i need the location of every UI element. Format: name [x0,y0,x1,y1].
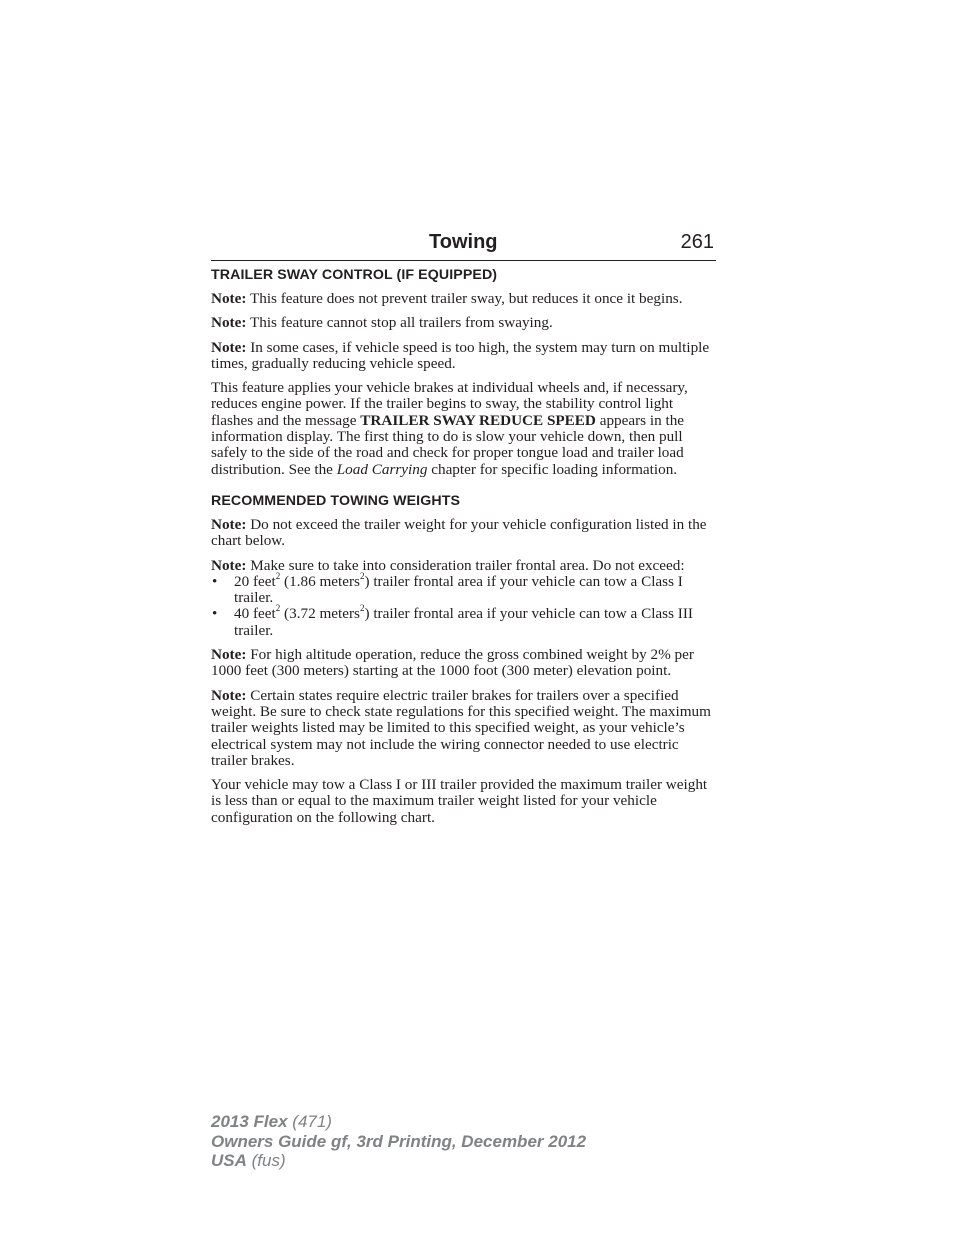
note-label: Note: [211,556,247,574]
display-message: TRAILER SWAY REDUCE SPEED [360,411,596,429]
note-text: This feature cannot stop all trailers from swaying. [246,314,553,332]
list-item: • 40 feet$^2$ (3.72 meters$^2$) trailer frontal area if your vehicle can tow a Class III trailer. [211,606,717,639]
note-paragraph [211,647,717,680]
list-item: • 20 feet$^2$ (1.86 meters$^2$) trailer frontal area if your vehicle can tow a Class I trailer. [211,574,717,607]
note-paragraph [211,558,717,574]
footer-region-line [211,1151,731,1171]
note-text: Make sure to take into consideration trailer frontal area. Do not exceed: [246,556,685,574]
note-label: Note: [211,515,247,533]
note-label: Note: [211,646,247,664]
footer-model-code: (471) [287,1112,332,1131]
body-paragraph [211,380,717,478]
section-heading-trailer-sway: TRAILER SWAY CONTROL (IF EQUIPPED) [211,267,498,283]
note-label: Note: [211,290,247,307]
note-text: This feature does not prevent trailer sway, but reduces it once it begins. [246,290,683,307]
note-paragraph [211,315,717,331]
closing-paragraph: Your vehicle may tow a Class I or III trailer provided the maximum trailer weight is less than or equal to the maximum trailer weight listed for your vehicle configuration on the following chart. [211,776,708,826]
body-text: chapter for specific loading information. [427,460,678,478]
note-paragraph [211,688,717,769]
note-label: Note: [211,314,247,332]
note-label: Note: [211,686,247,704]
chapter-reference: Load Carrying [336,460,428,478]
note-paragraph [211,340,717,373]
footer-guide: Owners Guide gf, 3rd Printing, December 2012 [211,1131,587,1151]
body-text: This feature applies your vehicle brakes at individual wheels and, if necessary, reduces engine power. If the trailer begins to sway, the stability control light flashes and the message [211,379,688,429]
footer-region: USA [211,1151,247,1170]
footer-guide-line [211,1132,731,1152]
chapter-title: Towing [429,231,498,253]
note-text: In some cases, if vehicle speed is too high, the system may turn on multiple times, gradually reducing vehicle speed. [211,338,710,372]
note-paragraph [211,291,717,307]
section-heading-towing-weights: RECOMMENDED TOWING WEIGHTS [211,492,461,509]
page-header [211,228,716,261]
document-footer [211,1112,731,1171]
note-paragraph [211,517,717,550]
body-text: appears in the information display. The first thing to do is slow your vehicle down, then pull safely to the side of the road and check for proper tongue load and trailer load distribution. See the [211,411,685,478]
note-text: Do not exceed the trailer weight for your vehicle configuration listed in the chart below. [211,515,707,550]
footer-model: 2013 Flex [211,1112,288,1131]
page-content [211,266,717,834]
footer-model-line [211,1112,731,1132]
note-text: Certain states require electric trailer brakes for trailers over a specified weight. Be sure to check state regulations for this specified weight. The maximum trailer weights listed may be limited to this specified weight, as your vehicle’s electrical system may not include the wiring connector needed to use electric trailer brakes. [211,686,711,769]
note-text: For high altitude operation, reduce the gross combined weight by 2% per 1000 feet (300 meters) starting at the 1000 foot (300 meter) elevation point. [211,646,694,680]
note-label: Note: [211,338,247,356]
page-number: 261 [680,231,714,253]
footer-region-code: (fus) [246,1151,286,1170]
frontal-area-list [211,570,717,639]
